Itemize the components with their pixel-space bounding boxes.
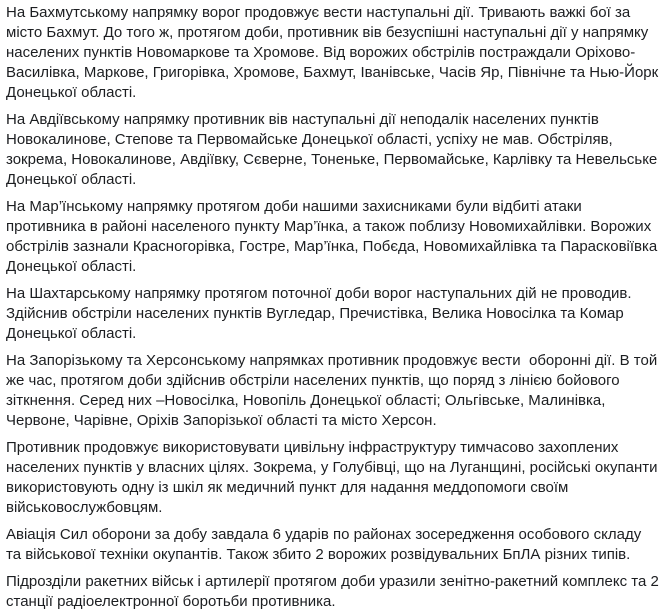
report-paragraph-zaporizhzhia-kherson: На Запорізькому та Херсонському напрямках противник продовжує вести оборонні дії. В той же час, протягом доби здійснив обстріли населених пунктів, що поряд з лінією бойового зіткнення. Серед них –Новосілка, Новопіль Донецької області; Ольгівське, Малинівка, Червоне, Чарівне, Оріхів Запорізької області та місто Херсон. (6, 352, 662, 429)
report-paragraph-civil-infrastructure: Противник продовжує використовувати цивільну інфраструктуру тимчасово захоплених населених пунктів у власних цілях. Зокрема, у Голубівці, що на Луганщині, російські окупанти використовують одну із шкіл як медичний пункт для надання меддопомоги своїм військовослужбовцям. (6, 439, 662, 516)
report-paragraph-artillery: Підрозділи ракетних військ і артилерії протягом доби уразили зенітно-ракетний комплекс та 2 станції радіоелектронної боротьби противника. (6, 573, 664, 610)
report-paragraph-aviation: Авіація Сил оборони за добу завдала 6 ударів по районах зосередження особового складу та військової техніки окупантів. Також збито 2 ворожих розвідувальних БпЛА різних типів. (6, 526, 646, 563)
report-paragraph-avdiivka: На Авдіївському напрямку противник вів наступальні дії неподалік населених пунктів Новокалинове, Степове та Первомайське Донецької області, успіху не мав. Обстріляв, зокрема, Новокалинове, Авдіївку, Сєверне, Тоненьке, Первомайське, Карлівку та Невельське Донецької області. (6, 111, 662, 188)
report-paragraph-bakhmut: На Бахмутському напрямку ворог продовжує вести наступальні дії. Тривають важкі бої за місто Бахмут. До того ж, протягом доби, противник вів безуспішні наступальні дії у напрямку населених пунктів Новомаркове та Хромове. Від ворожих обстрілів постраждали Оріхово-Василівка, Маркове, Григорівка, Хромове, Бахмут, Іванівське, Часів Яр, Північне та Нью-Йорк Донецької області. (6, 4, 663, 101)
report-paragraph-shakhtarsk: На Шахтарському напрямку протягом поточної доби ворог наступальних дій не проводив. Здійснив обстріли населених пунктів Вугледар, Пречистівка, Велика Новосілка та Комар Донецької області. (6, 285, 636, 342)
report-paragraph-marinka: На Мар’їнському напрямку протягом доби нашими захисниками були відбиті атаки противника в районі населеного пункту Мар’їнка, а також поблизу Новомихайлівки. Ворожих обстрілів зазнали Красногорівка, Гостре, Мар’їнка, Побєда, Новомихайлівка та Парасковіївка Донецької області. (6, 198, 662, 275)
